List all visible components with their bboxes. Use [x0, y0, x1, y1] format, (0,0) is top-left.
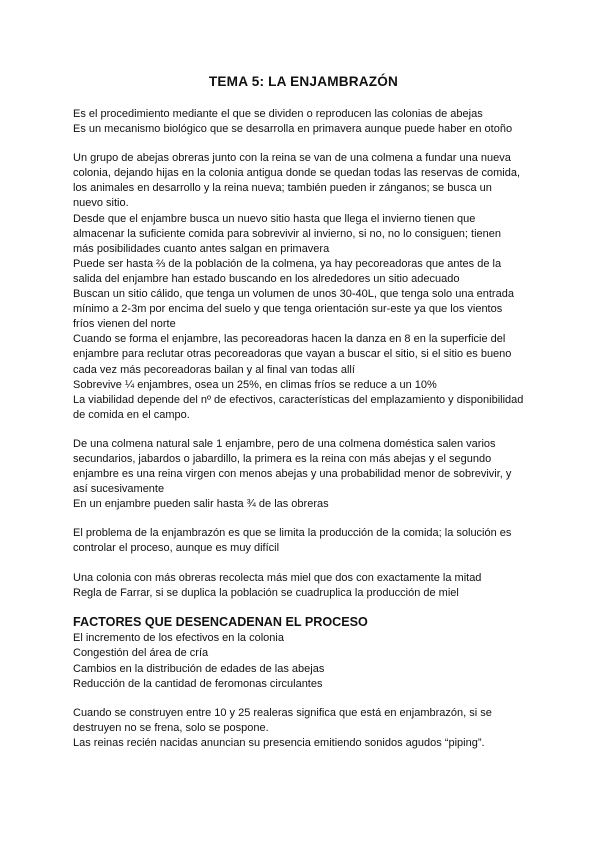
- text-line: salida del enjambre han estado buscando en los alrededores un sitio adecuado: [73, 272, 460, 285]
- factors-list: [73, 631, 534, 692]
- document-title: TEMA 5: LA ENJAMBRAZÓN: [208, 74, 399, 89]
- swarms-paragraph: [73, 437, 534, 512]
- text-line: fríos vienen del norte: [73, 318, 176, 331]
- list-item: Congestión del área de cría: [73, 647, 209, 660]
- text-line: De una colmena natural sale 1 enjambre, pero de una colmena doméstica salen varios: [73, 437, 496, 450]
- text-line: Es el procedimiento mediante el que se dividen o reproducen las colonias de abejas: [73, 108, 483, 120]
- text-line: controlar el proceso, aunque es muy difícil: [73, 542, 280, 555]
- queens-paragraph: [73, 706, 534, 751]
- farrar-paragraph: [73, 571, 534, 601]
- text-line: los animales en desarrollo y la reina nueva; también pueden ir zánganos; se busca un: [73, 182, 492, 195]
- text-line: Las reinas recién nacidas anuncian su presencia emitiendo sonidos agudos “piping”.: [73, 737, 485, 750]
- text-line: Sobrevive ¼ enjambres, osea un 25%, en climas fríos se reduce a un 10%: [73, 378, 437, 391]
- text-line: Puede ser hasta ⅔ de la población de la colmena, ya hay pecoreadoras que antes de la: [73, 257, 502, 270]
- problem-paragraph: [73, 526, 534, 556]
- text-line: La viabilidad depende del nº de efectivos, características del emplazamiento y disponibilidad: [73, 393, 524, 406]
- text-line: En un enjambre pueden salir hasta ¾ de las obreras: [73, 498, 329, 511]
- list-item: Cambios en la distribución de edades de las abejas: [73, 662, 325, 675]
- text-line: Es un mecanismo biológico que se desarrolla en primavera aunque puede haber en otoño: [73, 123, 513, 136]
- intro-paragraph: [73, 107, 534, 137]
- text-line: secundarios, jabardos o jabardillo, la primera es la reina con más abejas y el segundo: [73, 452, 492, 465]
- list-item: El incremento de los efectivos en la colonia: [73, 632, 284, 645]
- text-line: El problema de la enjambrazón es que se limita la producción de la comida; la solución es: [73, 527, 512, 540]
- text-line: de comida en el campo.: [73, 408, 190, 421]
- text-line: más posibilidades cuanto antes salgan en primavera: [73, 242, 330, 255]
- text-line: Cuando se construyen entre 10 y 25 realeras significa que está en enjambrazón, si se: [73, 707, 492, 720]
- text-line: destruyen no se frena, solo se pospone.: [73, 722, 269, 735]
- text-line: Cuando se forma el enjambre, las pecoreadoras hacen la danza en 8 en la superficie del: [73, 333, 506, 346]
- text-line: enjambre para reclutar otras pecoreadoras que vayan a buscar el sitio, si el sitio es bueno: [73, 348, 512, 361]
- text-line: enjambre es una reina virgen con menos abejas y una probabilidad menor de sobrevivir, y: [73, 468, 512, 481]
- text-line: cada vez más pecoreadoras bailan y al final van todas allí: [73, 363, 355, 376]
- text-line: mínimo a 2-3m por encima del suelo y que tenga orientación sur-este ya que los vientos: [73, 303, 503, 316]
- text-line: colonia, dejando hijas en la colonia antigua donde se quedan todas las reservas de comida,: [73, 167, 521, 180]
- text-line: Buscan un sitio cálido, que tenga un volumen de unos 30-40L, que tenga solo una entrada: [73, 288, 514, 301]
- text-line: Desde que el enjambre busca un nuevo sitio hasta que llega el invierno tienen que: [73, 212, 476, 225]
- text-line: Un grupo de abejas obreras junto con la reina se van de una colmena a fundar una nueva: [73, 152, 511, 165]
- list-item: Reducción de la cantidad de feromonas circulantes: [73, 677, 323, 690]
- description-paragraph: [73, 151, 534, 423]
- text-line: Regla de Farrar, si se duplica la población se cuadruplica la producción de miel: [73, 586, 459, 599]
- text-line: almacenar la suficiente comida para sobrevivir al invierno, si no, no lo consiguen; tienen: [73, 227, 502, 240]
- text-line: así sucesivamente: [73, 483, 165, 496]
- text-line: Una colonia con más obreras recolecta más miel que dos con exactamente la mitad: [73, 571, 482, 584]
- text-line: nuevo sitio.: [73, 197, 129, 210]
- factors-heading: FACTORES QUE DESENCADENAN EL PROCESO: [73, 614, 368, 629]
